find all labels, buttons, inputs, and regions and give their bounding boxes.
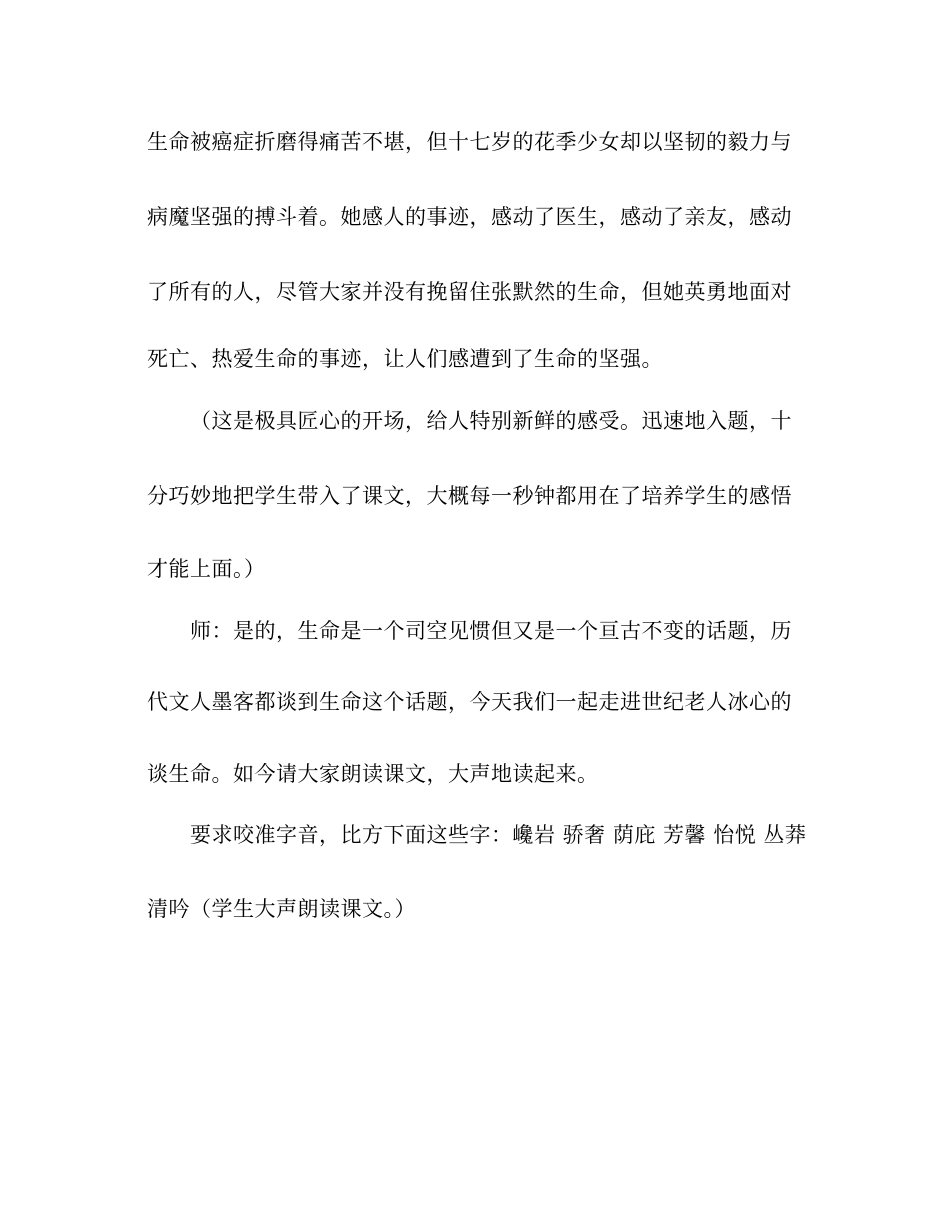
- paragraph-2-line-2: 分巧妙地把学生带入了课文，大概每一秒钟都用在了培养学生的感悟: [147, 484, 792, 508]
- paragraph-3-line-2: 代文人墨客都谈到生命这个话题，今天我们一起走进世纪老人冰心的: [147, 690, 792, 714]
- paragraph-3-line-3: 谈生命。如今请大家朗读课文，大声地读起来。: [147, 762, 599, 786]
- paragraph-1-line-1: 生命被癌症折磨得痛苦不堪，但十七岁的花季少女却以坚韧的毅力与: [147, 130, 792, 154]
- paragraph-4-line-1: 要求咬准字音，比方下面这些字：巉岩 骄奢 荫庇 芳馨 怡悦 丛莽: [190, 823, 807, 847]
- paragraph-1-line-4: 死亡、热爱生命的事迹，让人们感遭到了生命的坚强。: [147, 347, 663, 371]
- paragraph-2-line-1: （这是极具匠心的开场，给人特别新鲜的感受。迅速地入题，十: [190, 409, 792, 433]
- paragraph-4-line-2: 清吟（学生大声朗读课文。）: [147, 897, 416, 921]
- paragraph-1-line-3: 了所有的人，尽管大家并没有挽留住张默然的生命，但她英勇地面对: [147, 280, 792, 304]
- paragraph-1-line-2: 病魔坚强的搏斗着。她感人的事迹，感动了医生，感动了亲友，感动: [147, 205, 792, 229]
- paragraph-3-line-1: 师：是的，生命是一个司空见惯但又是一个亘古不变的话题，历: [190, 619, 792, 643]
- paragraph-2-line-3: 才能上面。）: [147, 557, 266, 581]
